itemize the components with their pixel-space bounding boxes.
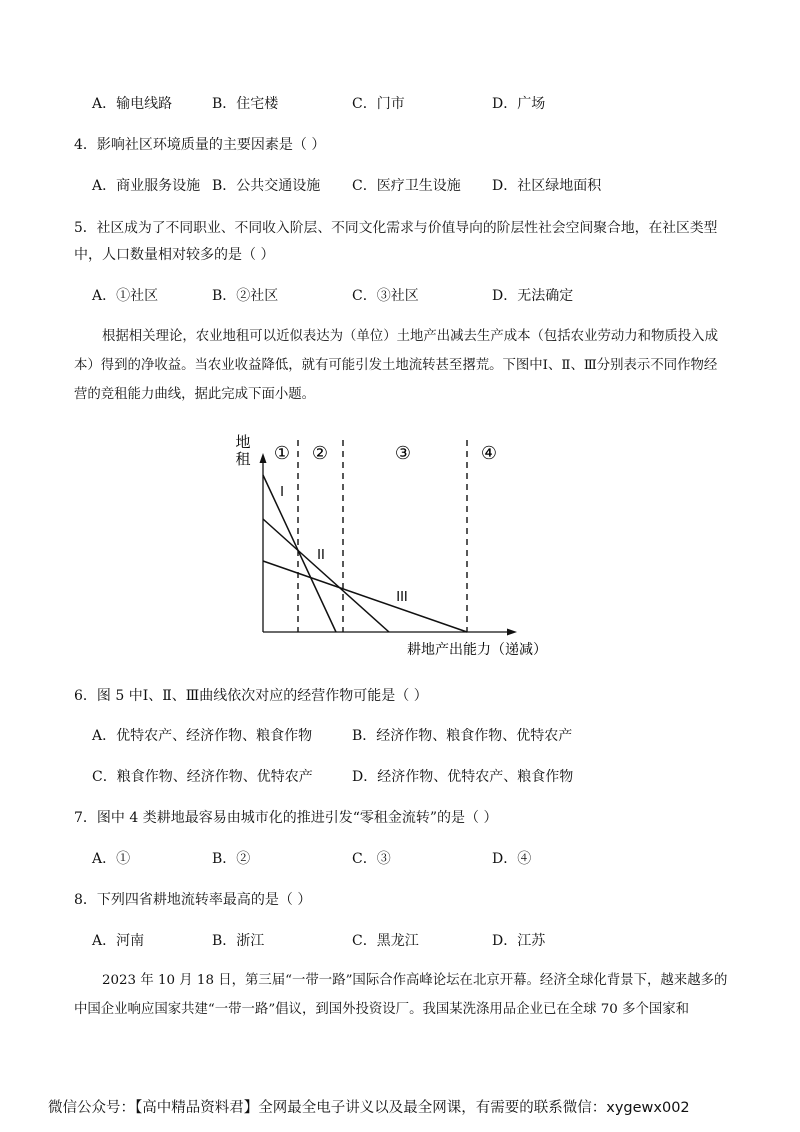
- curve-iii-label: III: [396, 590, 408, 605]
- q8-option-d: D．江苏: [492, 933, 546, 949]
- q5-option-c: C．③社区: [352, 288, 419, 304]
- x-axis-arrow: [507, 629, 517, 636]
- curve-ii-label: II: [317, 548, 325, 563]
- q8-option-c: C．黑龙江: [352, 933, 419, 949]
- q4-option-b: B．公共交通设施: [212, 178, 321, 194]
- q3-option-c: C．门市: [352, 96, 405, 112]
- q5-stem-line2: 中，人口数量相对较多的是（ ）: [74, 247, 275, 263]
- q4-stem: 4．影响社区环境质量的主要因素是（ ）: [74, 137, 326, 153]
- q7-option-a: A．①: [92, 851, 131, 867]
- bid-rent-figure: [225, 425, 565, 660]
- q7-stem: 7．图中 4 类耕地最容易由城市化的推进引发“零租金流转”的是（ ）: [74, 810, 498, 826]
- q6-stem: 6．图 5 中Ⅰ、Ⅱ、Ⅲ曲线依次对应的经营作物可能是（ ）: [74, 688, 428, 704]
- passage-land-rent: 根据相关理论，农业地租可以近似表达为（单位）土地产出减去生产成本（包括农业劳动力和物质投入成本）得到的净收益。当农业收益降低，就有可能引发土地流转甚至撂荒。下图中Ⅰ、Ⅱ、Ⅲ分别表示不同作物经营的竞租能力曲线，据此完成下面小题。: [74, 329, 718, 402]
- q6-option-c: C．粮食作物、经济作物、优特农产: [92, 769, 313, 785]
- q8-option-a: A．河南: [92, 933, 145, 949]
- y-label-bottom: 租: [235, 450, 251, 468]
- q7-option-b: B．②: [212, 851, 251, 867]
- q3-option-b: B．住宅楼: [212, 96, 279, 112]
- zone-4-label: ④: [480, 443, 498, 464]
- q3-option-d: D．广场: [492, 96, 546, 112]
- zone-3-label: ③: [394, 443, 412, 464]
- footer-watermark: 微信公众号：【高中精品资料君】全网最全电子讲义以及最全网课，有需要的联系微信：xygewx002: [48, 1100, 690, 1116]
- passage-belt-and-road: 2023 年 10 月 18 日，第三届“一带一路”国际合作高峰论坛在北京开幕。经济全球化背景下，越来越多的中国企业响应国家共建“一带一路”倡议，到国外投资设厂。我国某洗涤用品企业已在全球 70 多个国家和: [74, 973, 728, 1017]
- q5-option-b: B．②社区: [212, 288, 279, 304]
- curve-i-label: I: [280, 485, 284, 500]
- q8-stem: 8．下列四省耕地流转率最高的是（ ）: [74, 892, 312, 908]
- q6-option-d: D．经济作物、优特农产、粮食作物: [352, 769, 574, 785]
- curve-i: [263, 475, 336, 632]
- q3-option-a: A．输电线路: [92, 96, 173, 112]
- y-label-top: 地: [235, 433, 251, 451]
- y-axis-arrow: [260, 453, 267, 463]
- zone-1-label: ①: [273, 443, 291, 464]
- q5-stem-line1: 5．社区成为了不同职业、不同收入阶层、不同文化需求与价值导向的阶层性社会空间聚合地，在社区类型: [74, 220, 718, 236]
- q4-option-c: C．医疗卫生设施: [352, 178, 461, 194]
- q7-option-c: C．③: [352, 851, 391, 867]
- q4-option-a: A．商业服务设施: [92, 178, 201, 194]
- x-label: 耕地产出能力（递减）: [407, 642, 547, 658]
- q5-option-a: A．①社区: [92, 288, 159, 304]
- q7-option-d: D．④: [492, 851, 532, 867]
- q6-option-b: B．经济作物、粮食作物、优特农产: [352, 728, 573, 744]
- curve-iii: [263, 561, 467, 632]
- q4-option-d: D．社区绿地面积: [492, 178, 602, 194]
- q6-option-a: A．优特农产、经济作物、粮食作物: [92, 728, 313, 744]
- curve-ii: [263, 519, 389, 632]
- q8-option-b: B．浙江: [212, 933, 265, 949]
- q5-option-d: D．无法确定: [492, 288, 574, 304]
- zone-2-label: ②: [311, 443, 329, 464]
